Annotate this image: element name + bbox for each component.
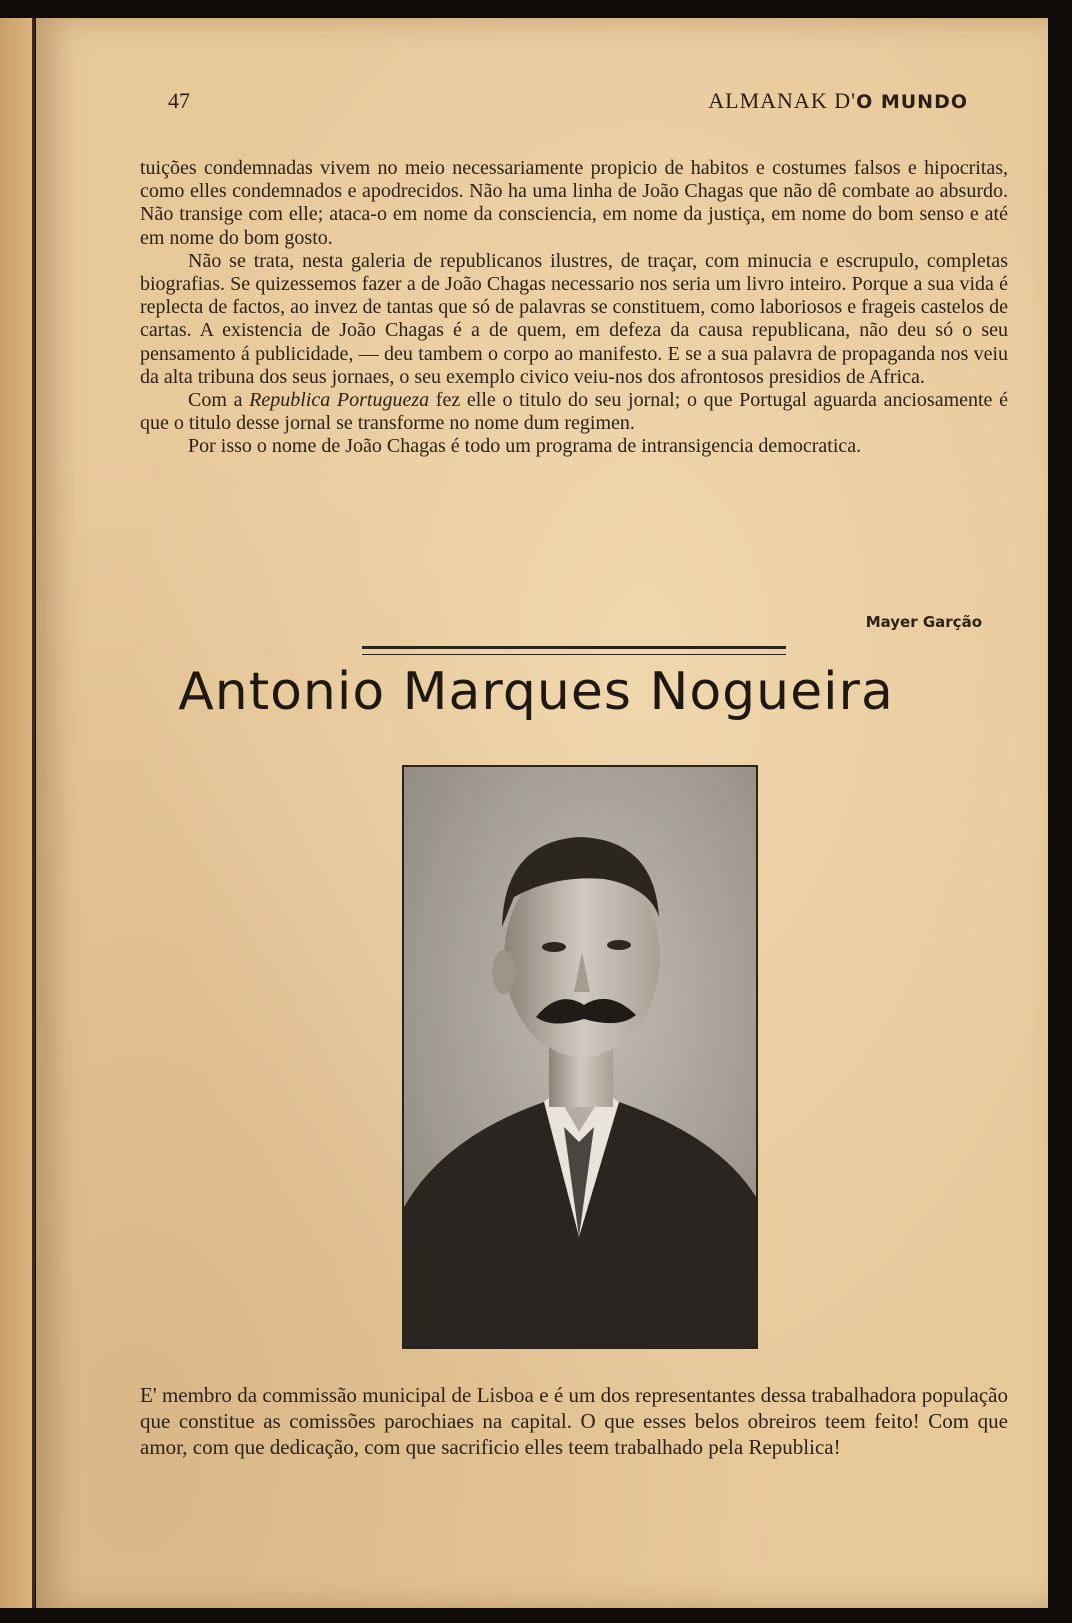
- paragraph-2: Não se trata, nesta galeria de republicanos ilustres, de traçar, com minucia e escrupulo, completas biografias. Se quizessemos fazer a de João Chagas necessario nos seria um livro inteiro. Porque a sua vida é replecta de factos, ao invez de tantas que só de palavras se constituem, como laboriosos e frageis castelos de cartas. A existencia de João Chagas é a de quem, em defeza da causa republicana, não deu só o seu pensamento á publicidade, — deu tambem o corpo ao manifesto. E se a sua palavra de propaganda nos veiu da alta tribuna dos seus jornaes, o seu exemplo civico veiu-nos dos afrontosos presidios de Africa.: [140, 249, 1008, 388]
- profile-paragraph: E' membro da commissão municipal de Lisboa e é um dos representantes dessa trabalhadora população que constitue as comissões parochiaes na capital. O que esses belos obreiros teem feito! Com que amor, com que dedicação, com que sacrificio elles teem trabalhado pela Republica!: [140, 1383, 1008, 1459]
- article-continuation: [140, 157, 1008, 459]
- running-head-prefix: ALMANAK D': [708, 88, 857, 113]
- paragraph-3-start: Com a: [188, 389, 250, 412]
- portrait-photo: [402, 765, 758, 1349]
- paragraph-3: [140, 389, 1008, 435]
- section-divider: [362, 646, 786, 655]
- portrait-illustration: [404, 767, 756, 1347]
- facing-page-edge: [0, 18, 35, 1608]
- newspaper-title: Republica Portugueza: [249, 389, 430, 412]
- profile-title: Antonio Marques Nogueira: [178, 662, 894, 722]
- running-head-title: O MUNDO: [856, 91, 968, 113]
- page-number: 47: [168, 88, 190, 113]
- page-header: [168, 88, 968, 118]
- paragraph-1: tuições condemnadas vivem no meio necessariamente propicio de habitos e costumes falsos e hipocritas, como elles condemnados e apodrecidos. Não ha uma linha de João Chagas que não dê combate ao absurdo. Não transige com elle; ataca-o em nome da consciencia, em nome da justiça, em nome do bom senso e até em nome do bom gosto.: [140, 157, 1008, 249]
- paragraph-4: Por isso o nome de João Chagas é todo um programa de intransigencia democratica.: [188, 435, 862, 458]
- running-head: [708, 88, 968, 114]
- author-signature: Mayer Garção: [865, 613, 982, 631]
- paragraph-3-end: fez elle o titulo do seu jornal; o que Portugal aguarda anciosamente é que o titulo desse jornal se transforme no nome dum regimen.: [140, 389, 1008, 435]
